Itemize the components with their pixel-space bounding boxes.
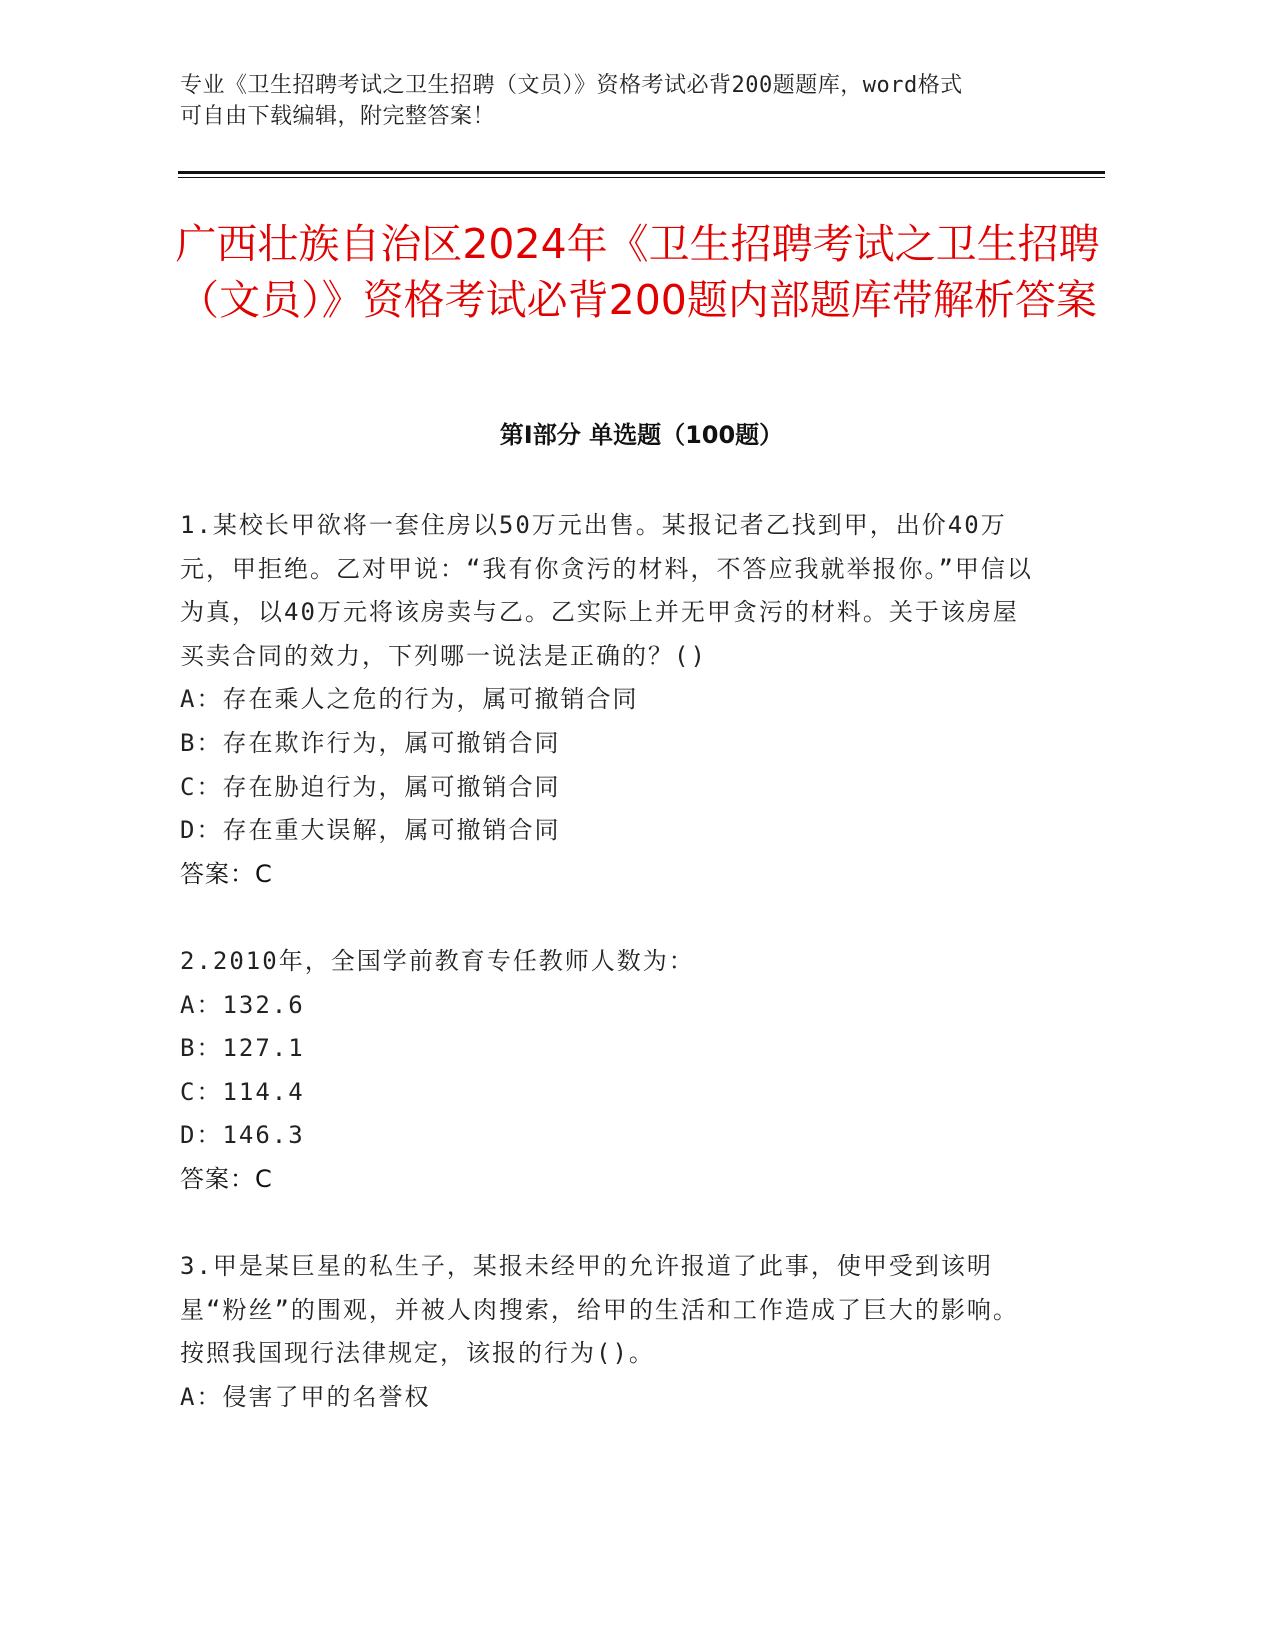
document-title: 广西壮族自治区2024年《卫生招聘考试之卫生招聘（文员）》资格考试必背200题内部题库带解析答案 xyxy=(175,220,1100,324)
question-stem: 2.2010年，全国学前教育专任教师人数为： xyxy=(180,946,695,975)
option-c: C：存在胁迫行为，属可撤销合同 xyxy=(180,772,561,801)
option-d: D：存在重大误解，属可撤销合同 xyxy=(180,816,561,845)
option-c: C：114.4 xyxy=(180,1077,305,1106)
option-a: A：侵害了甲的名誉权 xyxy=(180,1382,431,1411)
option-a: A：132.6 xyxy=(180,990,305,1019)
header-note xyxy=(180,70,1060,132)
question-3 xyxy=(180,1245,1040,1419)
header-rule-thin xyxy=(178,177,1105,178)
question-list xyxy=(180,504,1040,1463)
question-1 xyxy=(180,504,1040,896)
header-note-line-2: 可自由下载编辑，附完整答案！ xyxy=(180,104,496,129)
option-a: A：存在乘人之危的行为，属可撤销合同 xyxy=(180,685,639,714)
question-2 xyxy=(180,940,1040,1202)
question-stem: 3.甲是某巨星的私生子，某报未经甲的允许报道了此事，使甲受到该明星“粉丝”的围观，并被人肉搜索，给甲的生活和工作造成了巨大的影响。按照我国现行法律规定，该报的行为()。 xyxy=(180,1252,1019,1368)
option-b: B：127.1 xyxy=(180,1034,305,1063)
header-rule-thick xyxy=(178,171,1105,174)
header-note-line-1: 专业《卫生招聘考试之卫生招聘（文员）》资格考试必背200题题库，word格式 xyxy=(180,73,963,98)
answer: 答案：C xyxy=(180,1164,273,1193)
option-d: D：146.3 xyxy=(180,1121,305,1150)
question-stem: 1.某校长甲欲将一套住房以50万元出售。某报记者乙找到甲，出价40万元，甲拒绝。乙对甲说：“我有你贪污的材料，不答应我就举报你。”甲信以为真，以40万元将该房卖与乙。乙实际上并无甲贪污的材料。关于该房屋买卖合同的效力，下列哪一说法是正确的？() xyxy=(180,511,1033,670)
option-b: B：存在欺诈行为，属可撤销合同 xyxy=(180,728,561,757)
section-title: 第I部分 单选题（100题） xyxy=(499,421,784,449)
answer: 答案：C xyxy=(180,859,273,888)
